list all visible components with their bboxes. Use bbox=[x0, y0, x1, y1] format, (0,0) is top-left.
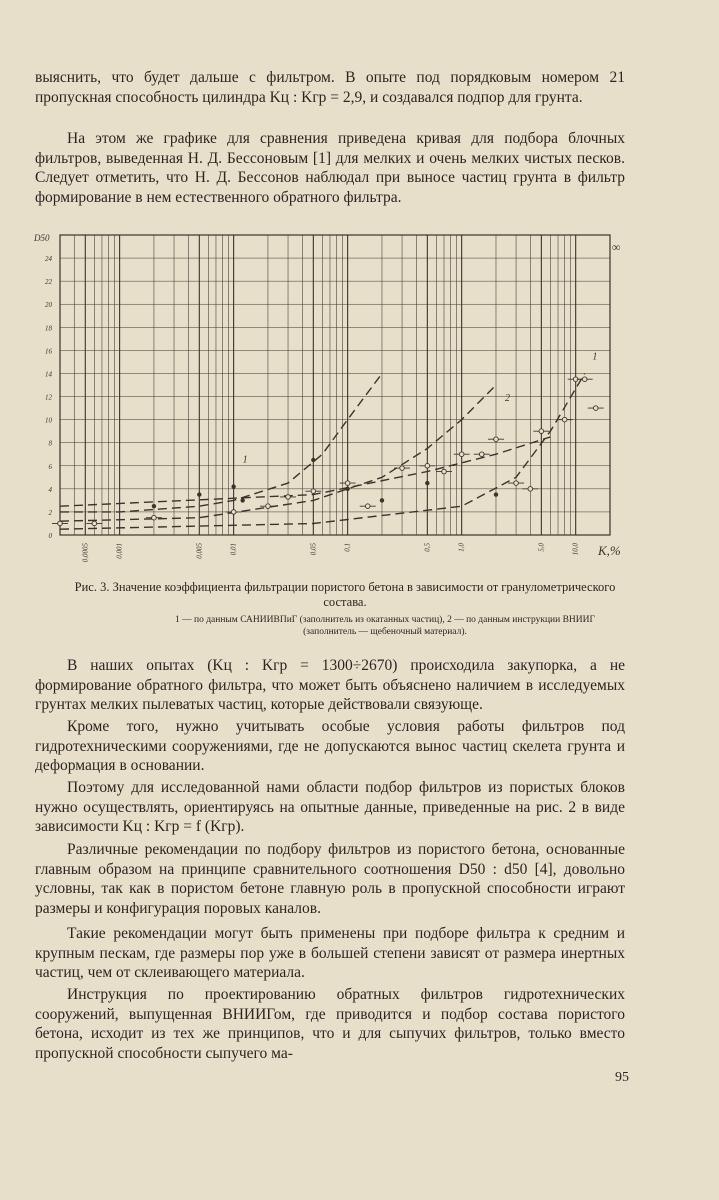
x-tick-label: 0,05 bbox=[309, 543, 318, 556]
y-tick-label: 22 bbox=[45, 278, 52, 287]
infinity-label: ∞ bbox=[612, 240, 621, 254]
paragraph-7: Такие рекомендации могут быть применены при подборе фильтра к средним и крупным пескам, где размеры пор уже в большей степени зависят от размера инертных частиц, чем от склеивающего материала. bbox=[35, 925, 625, 981]
data-point-open bbox=[400, 466, 405, 471]
data-point-open bbox=[231, 510, 236, 515]
y-axis-label: D50 bbox=[34, 233, 50, 243]
x-axis-label: K,% bbox=[598, 543, 621, 558]
paragraph-1: выяснить, что будет дальше с фильтром. В опыте под порядковым номером 21 пропускная способность цилиндра Kц : Kгр = 2,9, и создавался подпор для грунта. bbox=[35, 69, 625, 106]
paragraph-5: Поэтому для исследованной нами области подбор фильтров из пористых блоков нужно осуществлять, ориентируясь на опытные данные, приведенные на рис. 2 в виде зависимости Kц : Kгр = f (Kгр). bbox=[35, 779, 625, 835]
data-point-open bbox=[479, 452, 484, 457]
y-tick-label: 0 bbox=[48, 532, 52, 540]
paragraph-2: На этом же графике для сравнения приведена кривая для подбора блочных фильтров, выведенная Н. Д. Бессоновым [1] для мелких и очень мелких чистых песков. Следует отметить, что Н. Д. Бессонов наблюдал при выносе частиц грунта в фильтр формирование в нем естественного обратного фильтра. bbox=[35, 130, 625, 206]
data-point-open bbox=[152, 515, 157, 520]
curve-label: 1 bbox=[592, 351, 598, 363]
y-tick-label: 10 bbox=[45, 416, 52, 425]
x-tick-label: 5,0 bbox=[537, 543, 546, 552]
paragraph-8: Инструкция по проектированию обратных фильтров гидротехнических сооружений, выпущенная ВНИИГом, где приводится и подбор состава пористого бетона, исходит из тех же принципов, что и для сыпучих фильтров, только вместо пропускной способности сыпучего ма- bbox=[35, 986, 625, 1062]
x-tick-label: 0,005 bbox=[195, 543, 204, 559]
x-tick-label: 10,0 bbox=[571, 543, 580, 556]
y-tick-label: 12 bbox=[45, 393, 52, 402]
data-point-open bbox=[266, 504, 271, 509]
page-number: 95 bbox=[615, 1070, 629, 1085]
dashed-curve bbox=[60, 437, 550, 506]
x-tick-label: 1,0 bbox=[457, 543, 466, 552]
curve-label: 2 bbox=[505, 393, 511, 405]
data-point-filled bbox=[240, 498, 244, 502]
data-point-open bbox=[92, 521, 97, 526]
y-tick-label: 2 bbox=[48, 508, 52, 517]
y-tick-label: 24 bbox=[45, 255, 52, 264]
x-tick-label: 0,0005 bbox=[81, 543, 90, 563]
y-tick-label: 4 bbox=[48, 485, 52, 494]
y-tick-label: 8 bbox=[48, 439, 52, 448]
y-tick-label: 18 bbox=[45, 324, 52, 333]
paragraph-6: Различные рекомендации по подбору фильтров из пористого бетона, основанные главным образом на принципе сравнительного соотношения D50 : d50 [4], довольно условны, так как в пористом бетоне главную роль в пропускной способности играют размеры и конфигурация поровых каналов. bbox=[35, 841, 625, 917]
data-point-open bbox=[459, 452, 464, 457]
data-point-open bbox=[442, 469, 447, 474]
y-tick-label: 14 bbox=[45, 370, 52, 379]
data-point-filled bbox=[311, 458, 315, 462]
data-point-open bbox=[593, 406, 598, 411]
data-point-open bbox=[286, 495, 291, 500]
data-point-open bbox=[345, 481, 350, 486]
data-point-filled bbox=[197, 492, 201, 496]
figure-legend: 1 — по данным САНИИВПиГ (заполнитель из окатанных частиц), 2 — по данным инструкции ВНИИГ (заполнитель — щебеночный материал). bbox=[175, 615, 595, 637]
chart-grid bbox=[60, 235, 610, 535]
data-point-open bbox=[365, 504, 370, 509]
x-tick-label: 0,01 bbox=[229, 543, 238, 556]
y-tick-label: 16 bbox=[45, 347, 52, 356]
paragraph-4: Кроме того, нужно учитывать особые условия работы фильтров под гидротехническими сооружениями, где не допускаются вынос частиц скелета грунта и деформация в основании. bbox=[35, 718, 625, 774]
data-point-open bbox=[562, 417, 567, 422]
curve-label: 1 bbox=[242, 454, 248, 466]
data-point-filled bbox=[345, 487, 349, 491]
figure-caption: Рис. 3. Значение коэффициента фильтрации пористого бетона в зависимости от гранулометрического состава. bbox=[74, 580, 616, 609]
data-point-open bbox=[539, 429, 544, 434]
dashed-curve bbox=[60, 385, 496, 521]
chart-labels bbox=[33, 233, 621, 562]
data-point-open bbox=[58, 521, 63, 526]
x-tick-label: 0,1 bbox=[343, 543, 352, 552]
data-point-filled bbox=[380, 498, 384, 502]
data-point-open bbox=[528, 487, 533, 492]
data-point-filled bbox=[152, 504, 156, 508]
data-point-filled bbox=[231, 484, 235, 488]
chart-frame bbox=[60, 235, 610, 535]
x-tick-label: 0,5 bbox=[423, 543, 432, 552]
x-tick-label: 0,001 bbox=[115, 543, 124, 559]
paragraph-3: В наших опытах (Kц : Kгр = 1300÷2670) происходила закупорка, а не формирование обратного фильтра, что может быть объяснено наличием в исследуемых грунтах мелких пылеватых частиц, которые действовали связующе. bbox=[35, 657, 625, 713]
data-point-open bbox=[311, 489, 316, 494]
data-point-filled bbox=[425, 481, 429, 485]
y-tick-label: 20 bbox=[45, 301, 52, 310]
y-tick-label: 6 bbox=[48, 462, 52, 471]
data-point-open bbox=[582, 377, 587, 382]
data-point-open bbox=[425, 463, 430, 468]
data-point-filled bbox=[494, 492, 498, 496]
data-point-open bbox=[514, 481, 519, 486]
data-point-open bbox=[494, 437, 499, 442]
